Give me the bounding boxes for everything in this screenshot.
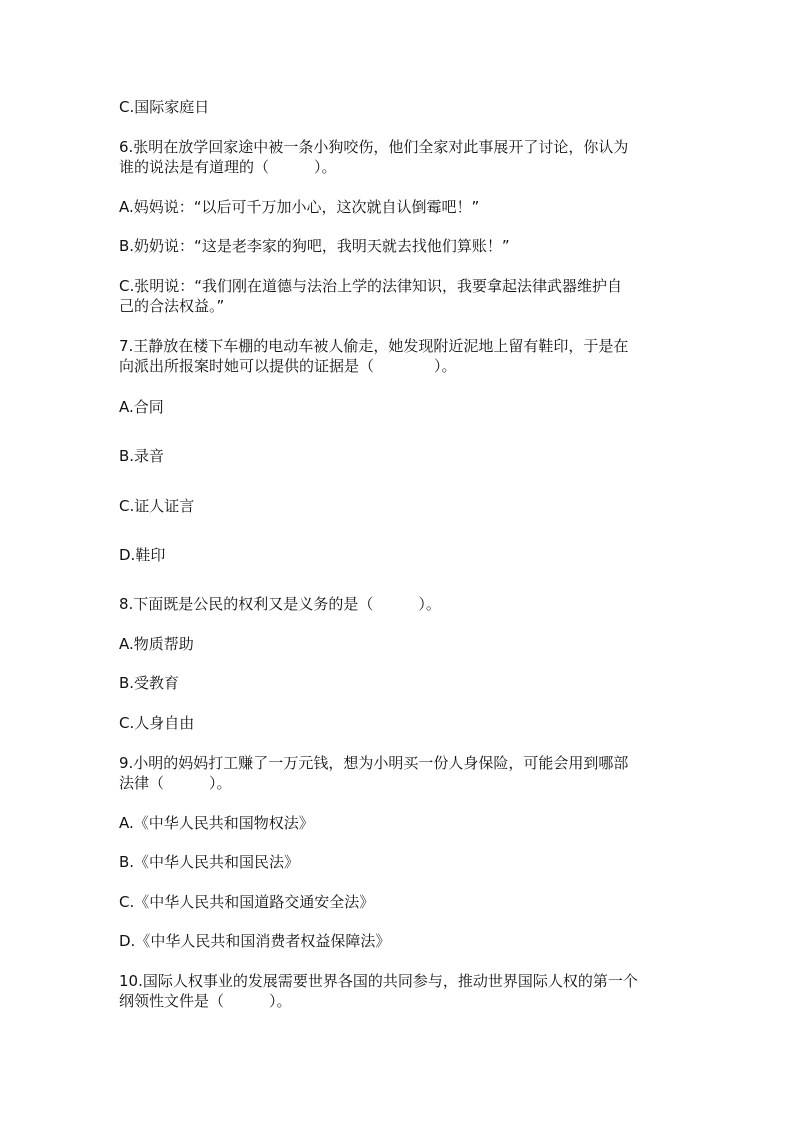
q7-option-b: B.录音 (119, 447, 165, 465)
q8-option-a: A.物质帮助 (119, 635, 194, 653)
q8-option-b: B.受教育 (119, 674, 180, 692)
q8-option-c: C.人身自由 (119, 714, 195, 732)
q6-question-line-2: 谁的说法是有道理的（ ）。 (119, 158, 337, 176)
q7-option-c: C.证人证言 (119, 497, 195, 515)
q6-option-c-line-1: C.张明说：“我们刚在道德与法治上学的法律知识，我要拿起法律武器维护自 (119, 277, 623, 295)
q7-question-line-1: 7.王静放在楼下车棚的电动车被人偷走，她发现附近泥地上留有鞋印，于是在 (119, 337, 629, 355)
q7-question-line-2: 向派出所报案时她可以提供的证据是（ ）。 (119, 357, 457, 375)
q10-question-line-1: 10.国际人权事业的发展需要世界各国的共同参与，推动世界国际人权的第一个 (119, 972, 638, 990)
q10-question-line-2: 纲领性文件是（ ）。 (119, 992, 292, 1010)
q9-option-c: C.《中华人民共和国道路交通安全法》 (119, 893, 375, 911)
q8-question: 8.下面既是公民的权利又是义务的是（ ）。 (119, 595, 441, 613)
q9-question-line-2: 法律（ ）。 (119, 774, 232, 792)
q6-option-a: A.妈妈说：“以后可千万加小心，这次就自认倒霉吧！” (119, 198, 480, 216)
q6-question-line-1: 6.张明在放学回家途中被一条小狗咬伤，他们全家对此事展开了讨论，你认为 (119, 138, 629, 156)
q6-option-c-line-2: 己的合法权益。” (119, 297, 225, 315)
q9-question-line-1: 9.小明的妈妈打工赚了一万元钱，想为小明买一份人身保险，可能会用到哪部 (119, 754, 629, 772)
q5-option-c: C.国际家庭日 (119, 98, 210, 116)
q6-option-b: B.奶奶说：“这是老李家的狗吧，我明天就去找他们算账！” (119, 237, 510, 255)
q7-option-d: D.鞋印 (119, 546, 166, 564)
q7-option-a: A.合同 (119, 398, 164, 416)
q9-option-b: B.《中华人民共和国民法》 (119, 853, 300, 871)
q9-option-d: D.《中华人民共和国消费者权益保障法》 (119, 932, 391, 950)
q9-option-a: A.《中华人民共和国物权法》 (119, 814, 314, 832)
